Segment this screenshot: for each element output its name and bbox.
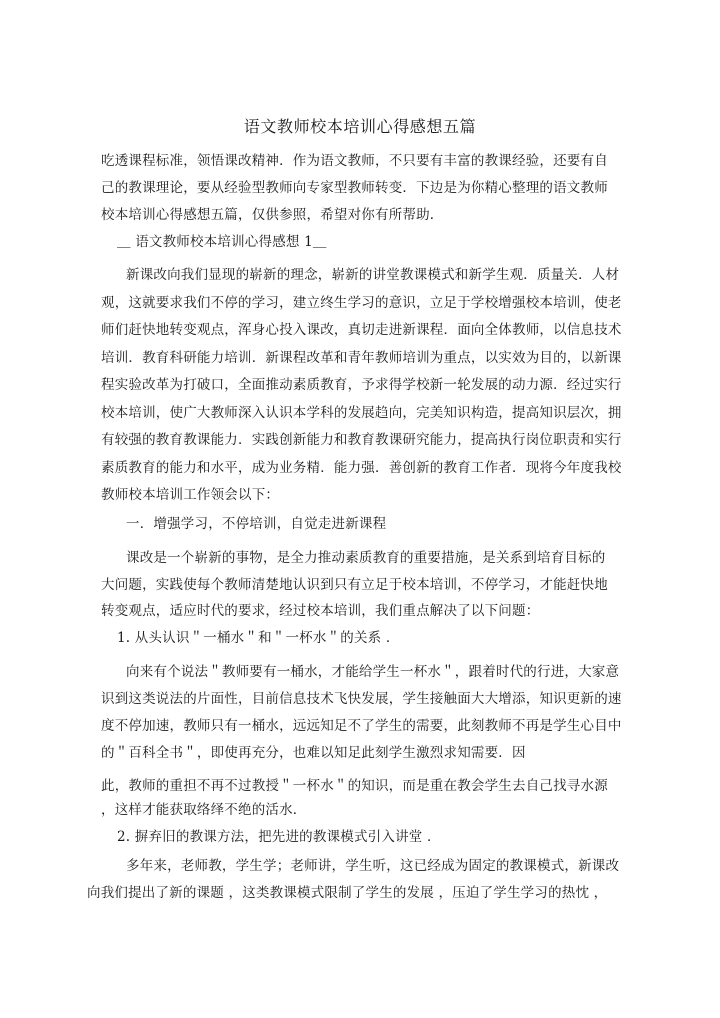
paragraph-line: 向我们提出了新的课题 ，这类教课模式限制了学生的发展 ，压迫了学生学习的热忱 ， bbox=[87, 885, 608, 901]
subsection-heading-1: 一．增强学习，不停培训，自觉走进新课程 bbox=[126, 516, 387, 532]
paragraph-line: 向来有个说法＂教师要有一桶水，才能给学生一杯水＂，跟着时代的行进，大家意 bbox=[126, 664, 620, 680]
paragraph-line: 识到这类说法的片面性，目前信息技术飞快发展，学生接触面大大增添，知识更新的速 bbox=[101, 691, 622, 707]
paragraph-line: 课改是一个崭新的事物，是全力推动素质教育的重要措施，是关系到培育目标的 bbox=[126, 550, 606, 566]
paragraph-line: 观，这就要求我们不停的学习，建立终生学习的意识，立足于学校增强校本培训，使老 bbox=[101, 295, 622, 311]
paragraph-line: 多年来，老师教，学生学；老师讲，学生听，这已经成为固定的教课模式，新课改 bbox=[126, 858, 620, 874]
paragraph-line: 新课改向我们显现的崭新的理念，崭新的讲堂教课模式和新学生观．质量关．人材 bbox=[126, 267, 620, 283]
paragraph-line: 度不停加速，教师只有一桶水，远远知足不了学生的需要，此刻教师不再是学生心目中 bbox=[101, 718, 622, 734]
intro-line-1: 吃透课程标准，领悟课改精神．作为语文教师，不只要有丰富的教课经验，还要有自 bbox=[101, 153, 608, 169]
paragraph-line: 此，教师的重担不再不过教授＂一杯水＂的知识，而是重在教会学生去自己找寻水源 bbox=[101, 778, 608, 794]
paragraph-line: 有较强的教育教课能力．实践创新能力和教育教课研究能力，提高执行岗位职责和实行 bbox=[101, 432, 622, 448]
paragraph-line: 素质教育的能力和水平，成为业务精．能力强．善创新的教育工作者．现将今年度我校 bbox=[101, 460, 622, 476]
list-item-2: 2. 摒弃旧的教课方法，把先进的教课模式引入讲堂 ． bbox=[117, 829, 441, 845]
paragraph-line: 教师校本培训工作领会以下： bbox=[101, 487, 280, 503]
intro-line-2: 己的教课理论，要从经验型教师向专家型教师转变．下边是为你精心整理的语文教师 bbox=[101, 180, 608, 196]
paragraph-line: 的＂百科全书＂，即使再充分，也难以知足此刻学生激烈求知需要．因 bbox=[101, 745, 526, 761]
paragraph-line: 师们赶快地转变观点，浑身心投入课改，真切走进新课程．面向全体教师，以信息技术 bbox=[101, 322, 622, 338]
paragraph-line: 校本培训，使广大教师深入认识本学科的发展趋向，完美知识构造，提高知识层次，拥 bbox=[101, 405, 622, 421]
paragraph-line: ，这样才能获取络绎不绝的活水． bbox=[101, 802, 307, 818]
section-heading-1: ＿ 语文教师校本培训心得感想 1＿ bbox=[117, 234, 327, 250]
list-item-1: 1. 从头认识＂一桶水＂和＂一杯水＂的关系 ． bbox=[117, 630, 400, 646]
paragraph-line: 大问题，实践使每个教师清楚地认识到只有立足于校本培训，不停学习，才能赶快地 bbox=[101, 577, 608, 593]
document-title: 语文教师校本培训心得感想五篇 bbox=[243, 117, 477, 136]
paragraph-line: 程实验改革为打破口，全面推动素质教育，予求得学校新一轮发展的动力源．经过实行 bbox=[101, 377, 622, 393]
paragraph-line: 培训．教育科研能力培训．新课程改革和青年教师培训为重点，以实效为目的，以新课 bbox=[101, 350, 622, 366]
intro-line-3: 校本培训心得感想五篇，仅供参照，希望对你有所帮助． bbox=[101, 207, 444, 223]
paragraph-line: 转变观点，适应时代的要求，经过校本培训，我们重点解决了以下问题： bbox=[101, 603, 540, 619]
